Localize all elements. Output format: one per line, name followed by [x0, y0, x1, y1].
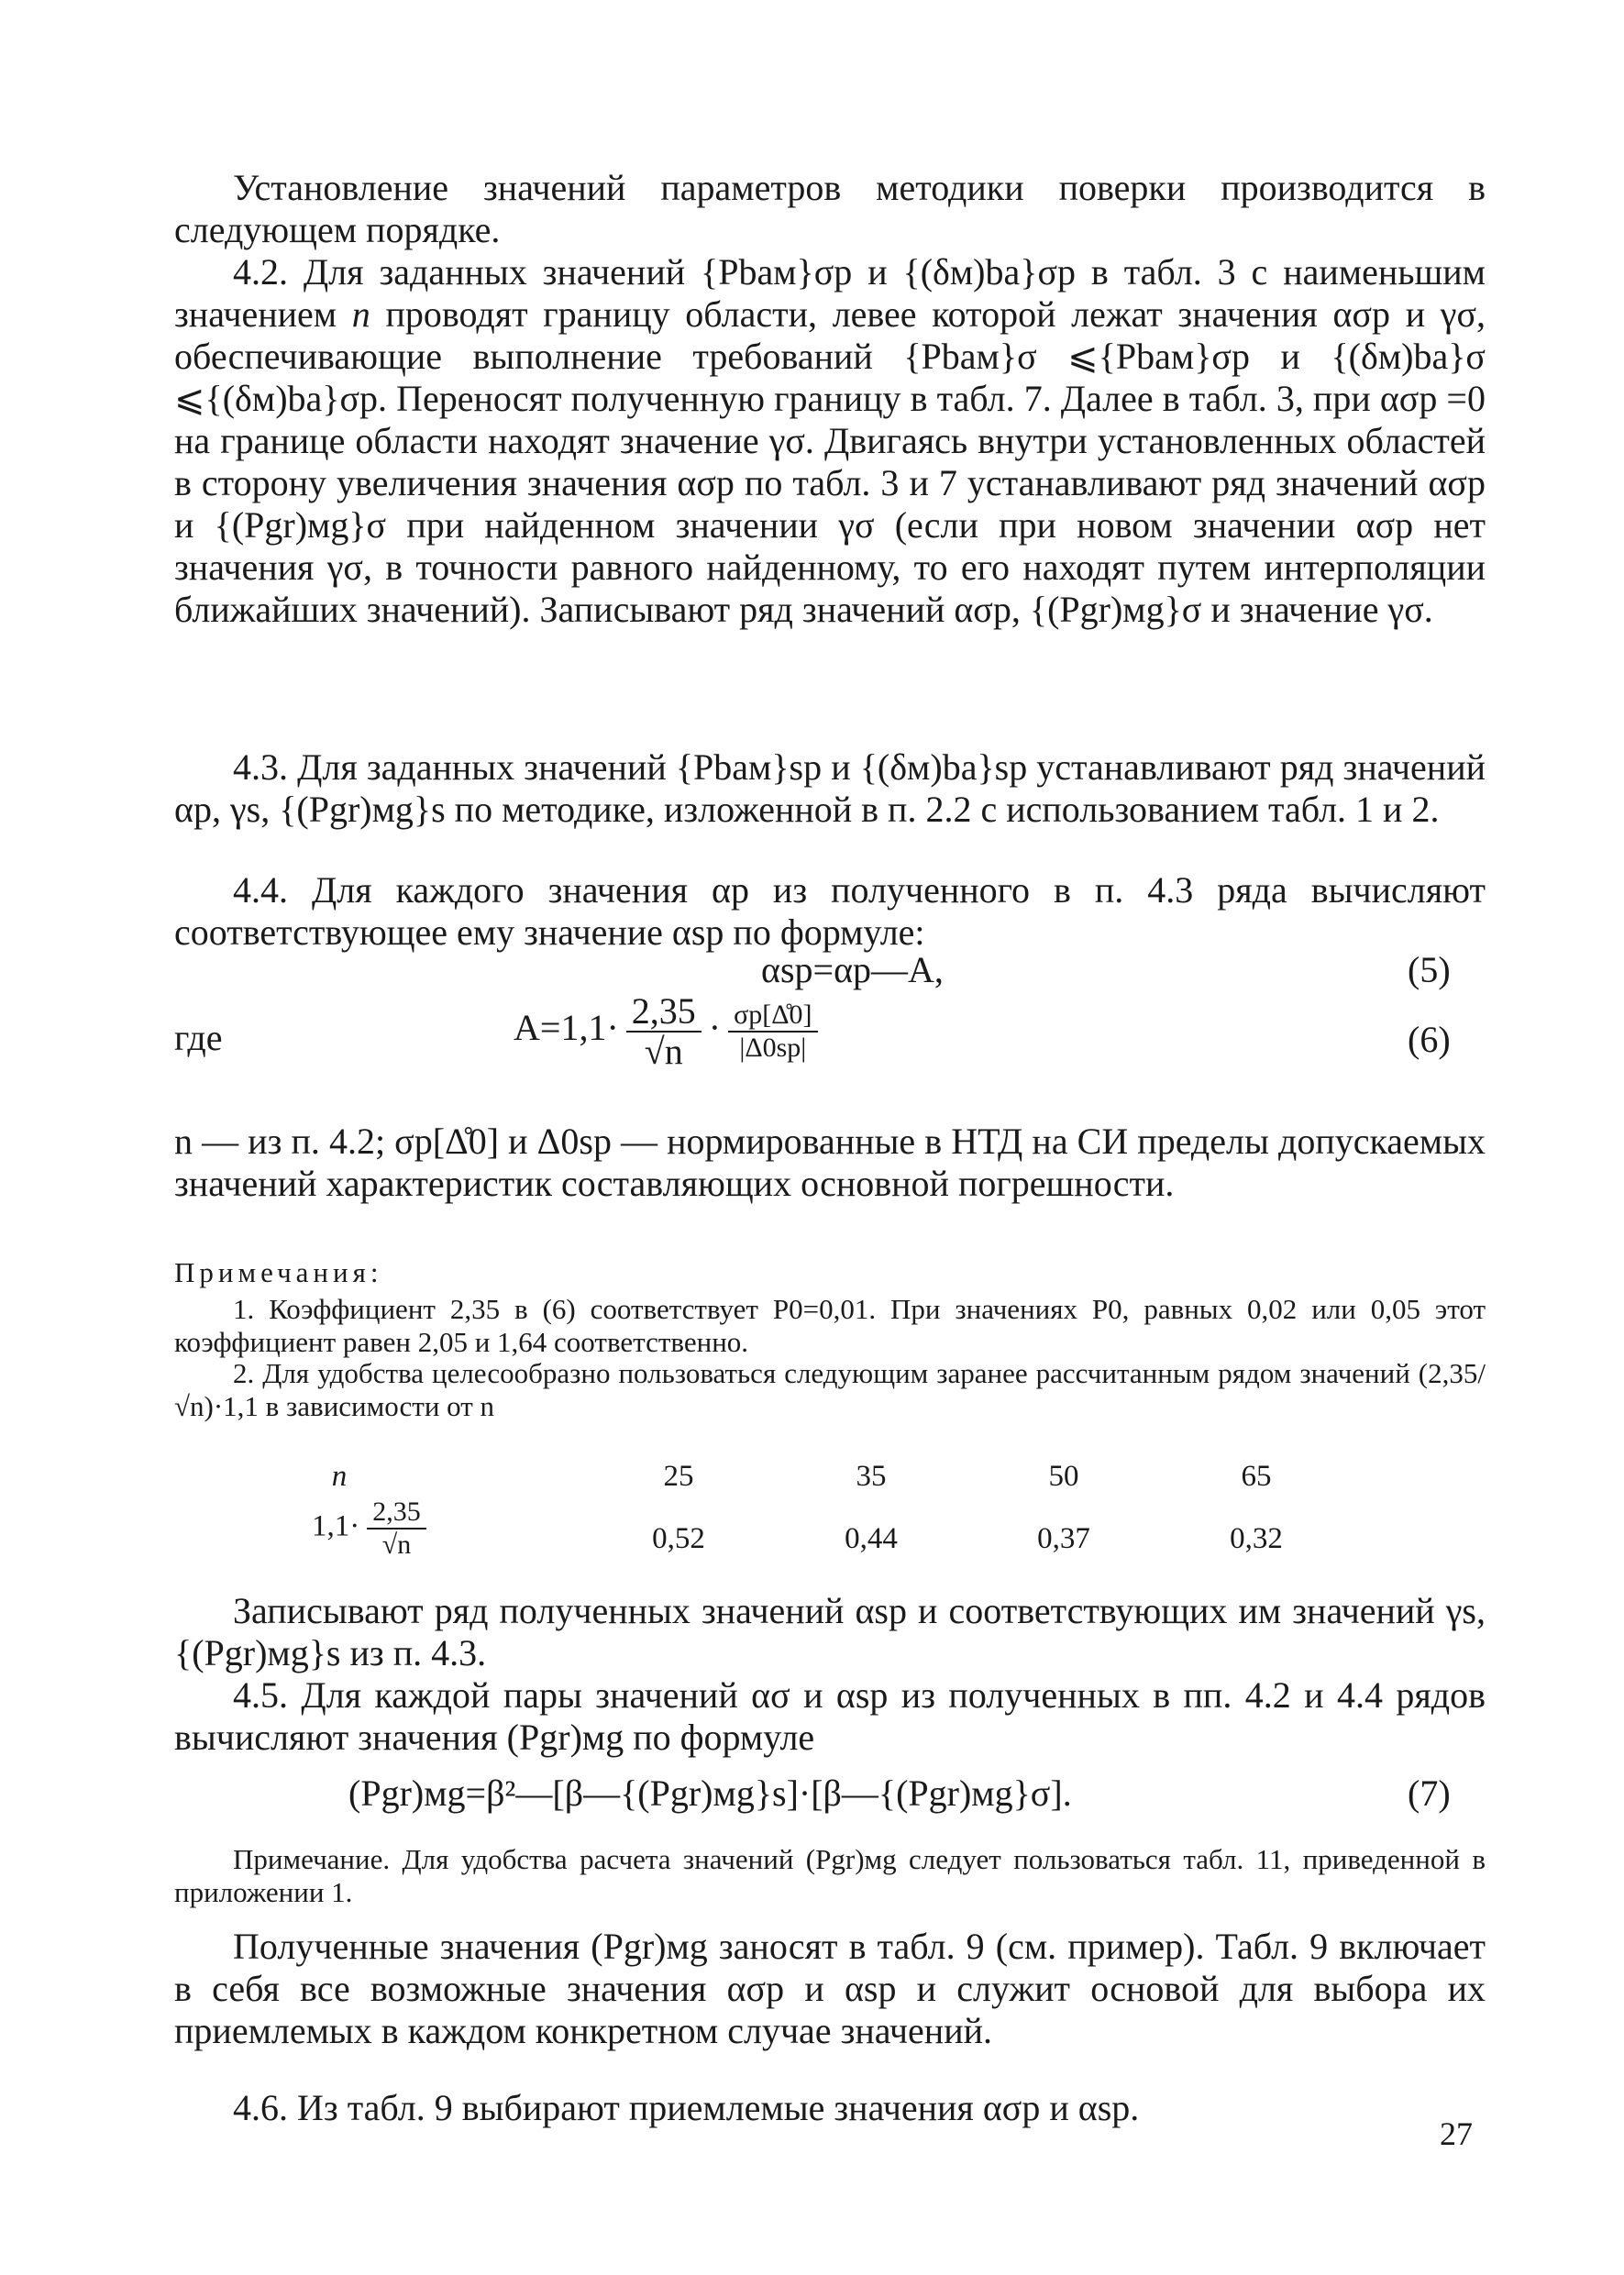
page-number: 27: [1440, 2115, 1473, 2152]
formula-7-number: (7): [1408, 1773, 1451, 1814]
formula-6-fraction-a-denominator: √n: [644, 1031, 683, 1072]
note-2: 2. Для удобства целесообразно пользоваться следующим заранее рассчитанным рядом значений (2,35/√n)·1,1 в зависимости от n: [174, 1357, 1486, 1422]
formula-6-dot: ·: [708, 1007, 722, 1049]
paragraph-intro: Установление значений параметров методики поверки производится в следующем порядке.: [174, 167, 1486, 250]
paragraph-4-2: [174, 251, 1486, 631]
table-cell: 0,44: [845, 1522, 898, 1555]
formula-5: αsp=αp—A,: [761, 949, 944, 990]
notes-title: Примечания:: [174, 1256, 383, 1288]
paragraph-4-5: 4.5. Для каждой пары значений ασ и αsp из полученных в пп. 4.2 и 4.4 рядов вычисляют значения (Pgr)мg по формуле: [174, 1674, 1486, 1758]
n-symbol: n: [351, 293, 370, 335]
formula-6-fraction-a-numerator: 2,35: [626, 992, 702, 1033]
paragraph-4-2-rest: проводят границу области, левее которой лежат значения ασp и γσ, обеспечивающие выполнение требований {Pbaм}σ ⩽{Pbaм}σp и {(δм)ba}σ ⩽{(δм)ba}σp. Переносят полученную границу в табл. 7. Далее в табл. 3, при ασp =0 на границе области находят значение γσ. Двигаясь внутри установленных областей в сторону увеличения значения ασp по табл. 3 и 7 устанавливают ряд значений ασp и {(Pgr)мg}σ при найденном значении γσ (если при новом значении ασp нет значения γσ, в точности равного найденному, то его находят путем интерполяции ближайших значений). Записывают ряд значений ασp, {(Pgr)мg}σ и значение γσ.: [174, 293, 1486, 630]
formula-5-number: (5): [1408, 949, 1451, 990]
paragraph-4-3: 4.3. Для заданных значений {Pbaм}sp и {(δм)ba}sp устанавливают ряд значений αp, γs, {(Pgr)мg}s по методике, изложенной в п. 2.2 с использованием табл. 1 и 2.: [174, 746, 1486, 830]
paragraph-after-table: Записывают ряд полученных значений αsp и соответствующих им значений γs, {(Pgr)мg}s из п. 4.3.: [174, 1590, 1486, 1673]
formula-6-fraction-b-numerator: σp[Δ̊0]: [728, 999, 817, 1033]
paragraph-4-2-start: 4.2. Для заданных значений {Pbaм}σp и {(δм)ba}σp в табл. 3 с наименьшим значением: [174, 251, 1486, 335]
table-row-label-coefficient: 1,1· $\frac{2,35}{√n}$: [312, 1496, 434, 1561]
table-row-coefficient: [174, 1496, 1486, 1597]
paragraph-after-formula-6: n — из п. 4.2; σp[Δ̊0] и Δ0sp — нормированные в НТД на СИ пределы допускаемых значений характеристик составляющих основной погрешности.: [174, 1121, 1486, 1204]
table-cell: 0,32: [1230, 1522, 1283, 1555]
formula-7: (Pgr)мg=β²—[β—{(Pgr)мg}s]·[β—{(Pgr)мg}σ].: [348, 1773, 1072, 1814]
where-label: где: [174, 1017, 223, 1058]
paragraph-result: Полученные значения (Pgr)мg заносят в табл. 9 (см. пример). Табл. 9 включает в себя все возможные значения ασp и αsp и служит основой для выбора их приемлемых в каждом конкретном случае значений.: [174, 1926, 1486, 2051]
table-cell: 35: [856, 1460, 887, 1493]
paragraph-4-4: 4.4. Для каждого значения αp из полученного в п. 4.3 ряда вычисляют соответствующее ему значение αsp по формуле:: [174, 869, 1486, 953]
table-row-label-n: n: [331, 1460, 348, 1493]
table-cell: 25: [663, 1460, 694, 1493]
table-cell: 0,52: [652, 1522, 705, 1555]
formula-6: [514, 992, 825, 1071]
formula-6-fraction-b: [728, 999, 817, 1064]
formula-6-number: (6): [1408, 1019, 1451, 1060]
note-3: Примечание. Для удобства расчета значений (Pgr)мg следует пользоваться табл. 11, приведенной в приложении 1.: [174, 1843, 1486, 1908]
table-cell: 65: [1241, 1460, 1272, 1493]
table-cell: 0,37: [1037, 1522, 1090, 1555]
note-1: 1. Коэффициент 2,35 в (6) соответствует P0=0,01. При значениях P0, равных 0,02 или 0,05 этот коэффициент равен 2,05 и 1,64 соответственно.: [174, 1293, 1486, 1358]
formula-6-fraction-b-denominator: |Δ0sp|: [739, 1033, 807, 1063]
formula-6-fraction-a: [626, 992, 702, 1071]
paragraph-4-6: 4.6. Из табл. 9 выбирают приемлемые значения ασp и αsp.: [233, 2087, 1140, 2128]
formula-6-lhs: A=1,1·: [514, 1007, 619, 1049]
table-cell: 50: [1048, 1460, 1079, 1493]
